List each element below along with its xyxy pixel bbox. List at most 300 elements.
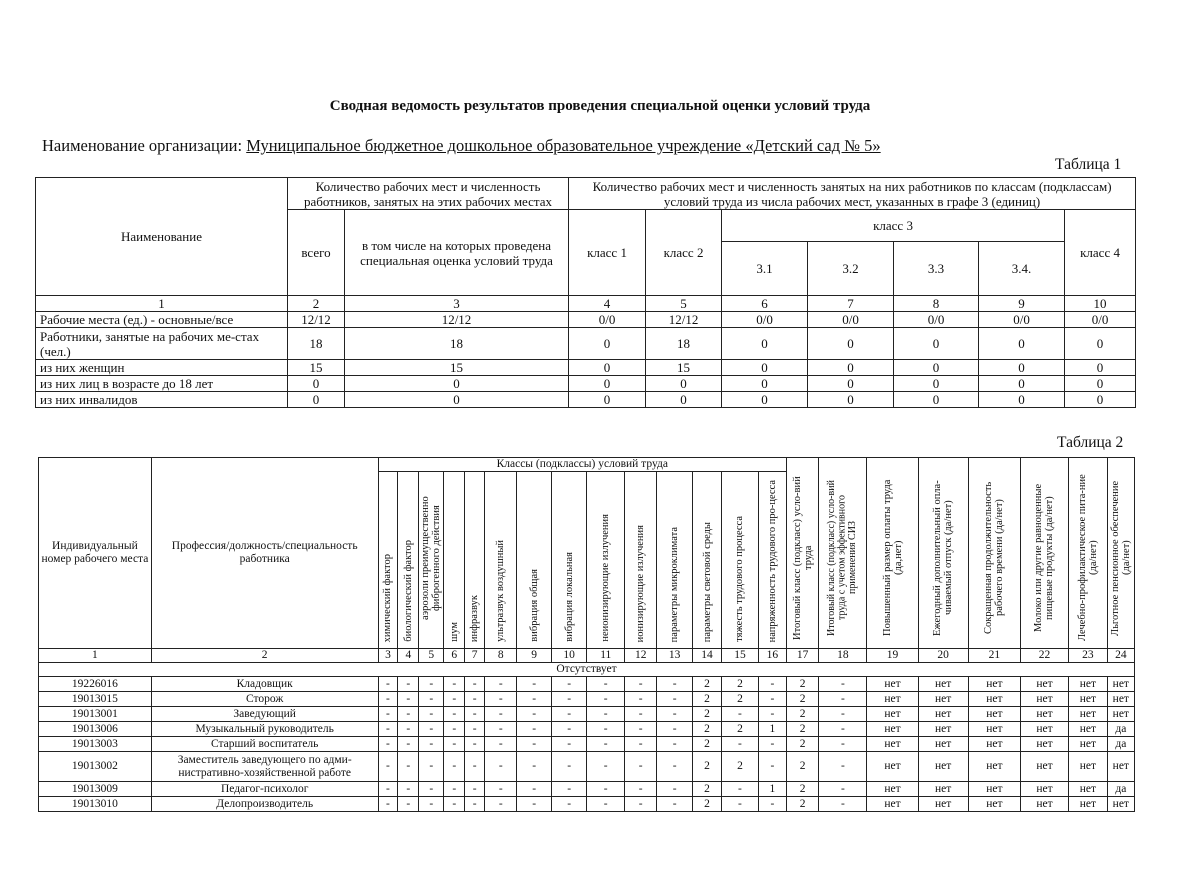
column-number: 6 xyxy=(722,296,808,312)
table-cell: нет xyxy=(1107,692,1134,707)
table-cell: 0 xyxy=(894,360,979,376)
table-cell: 0 xyxy=(979,360,1065,376)
table-cell: нет xyxy=(1020,737,1068,752)
column-number: 1 xyxy=(36,296,288,312)
profession: Педагог-психолог xyxy=(151,782,378,797)
table-cell: - xyxy=(587,677,625,692)
table-row xyxy=(36,312,1136,328)
table-row xyxy=(39,797,1135,812)
profession: Музыкальный руководитель xyxy=(151,722,378,737)
table-row xyxy=(39,677,1135,692)
header-workplace-id: Индивидуальный номер рабочего места xyxy=(39,458,152,649)
table-cell: да xyxy=(1107,737,1134,752)
workplace-id: 19013003 xyxy=(39,737,152,752)
table-cell: - xyxy=(587,752,625,782)
table-cell: - xyxy=(419,782,444,797)
workplace-id: 19226016 xyxy=(39,677,152,692)
table-cell: 0 xyxy=(979,328,1065,360)
header-subclass-3-2: 3.2 xyxy=(808,242,894,296)
table-cell: - xyxy=(657,707,693,722)
table-cell: - xyxy=(465,707,485,722)
table-cell: - xyxy=(758,737,786,752)
table-cell: - xyxy=(398,752,419,782)
table-cell: - xyxy=(485,737,517,752)
table-cell: нет xyxy=(968,797,1020,812)
table-cell: - xyxy=(378,722,398,737)
column-number: 11 xyxy=(587,649,625,663)
table-cell: - xyxy=(551,752,587,782)
header-total: всего xyxy=(288,210,345,296)
factor-header-label: ионизирующие излучения xyxy=(635,524,647,642)
column-number: 7 xyxy=(465,649,485,663)
table-cell: 12/12 xyxy=(288,312,345,328)
table-cell: - xyxy=(657,752,693,782)
factor-header-label: вибрация локальная xyxy=(563,552,575,642)
table-cell: нет xyxy=(1107,707,1134,722)
factor-header xyxy=(485,472,517,649)
header-subclass-3-4: 3.4. xyxy=(979,242,1065,296)
table-cell: - xyxy=(398,707,419,722)
table-cell: - xyxy=(444,677,465,692)
table-cell: да xyxy=(1107,782,1134,797)
table-cell: 18 xyxy=(345,328,569,360)
table-cell: нет xyxy=(968,782,1020,797)
table-cell: - xyxy=(465,752,485,782)
header-final-class: Итоговый класс (подкласс) усло-вий труда xyxy=(786,458,818,649)
table-cell: 0/0 xyxy=(569,312,646,328)
workplace-id: 19013001 xyxy=(39,707,152,722)
row-label: Рабочие места (ед.) - основные/все xyxy=(36,312,288,328)
table-cell: - xyxy=(551,707,587,722)
table-cell: - xyxy=(378,737,398,752)
row-label: из них инвалидов xyxy=(36,392,288,408)
header-reduced-hours: Сокращенная продолжительность рабочего времени (да/нет) xyxy=(968,458,1020,649)
table-cell: - xyxy=(551,722,587,737)
table-cell: - xyxy=(419,722,444,737)
table-cell: 15 xyxy=(288,360,345,376)
header-class1: класс 1 xyxy=(569,210,646,296)
table-row xyxy=(36,360,1136,376)
table-cell: - xyxy=(819,752,867,782)
column-number: 3 xyxy=(378,649,398,663)
table-cell: 0 xyxy=(345,376,569,392)
table-cell: 15 xyxy=(345,360,569,376)
table-cell: 0 xyxy=(1065,328,1136,360)
table-cell: - xyxy=(419,692,444,707)
profession: Делопроизводитель xyxy=(151,797,378,812)
table-cell: 0 xyxy=(894,392,979,408)
table-cell: нет xyxy=(1069,722,1108,737)
factor-header xyxy=(398,472,419,649)
table-cell: - xyxy=(398,677,419,692)
column-number: 18 xyxy=(819,649,867,663)
table-cell: 12/12 xyxy=(345,312,569,328)
table-cell: - xyxy=(485,782,517,797)
column-number: 1 xyxy=(39,649,152,663)
table-cell: - xyxy=(444,692,465,707)
table-cell: 0 xyxy=(345,392,569,408)
table-cell: - xyxy=(378,782,398,797)
column-number: 2 xyxy=(288,296,345,312)
table-cell: - xyxy=(819,677,867,692)
table-cell: нет xyxy=(1069,707,1108,722)
column-number: 10 xyxy=(1065,296,1136,312)
workplace-id: 19013010 xyxy=(39,797,152,812)
table-cell: нет xyxy=(867,677,918,692)
table1-caption: Таблица 1 xyxy=(1055,156,1122,173)
table-cell: нет xyxy=(918,752,968,782)
table-cell: нет xyxy=(1020,722,1068,737)
table-cell: 1 xyxy=(758,722,786,737)
table-cell: - xyxy=(444,722,465,737)
factor-header xyxy=(692,472,721,649)
table-cell: - xyxy=(517,707,551,722)
table-cell: - xyxy=(485,677,517,692)
table-cell: 0 xyxy=(808,328,894,360)
table-cell: - xyxy=(758,677,786,692)
table-cell: 0 xyxy=(808,376,894,392)
table-cell: - xyxy=(551,782,587,797)
table-cell: - xyxy=(398,722,419,737)
table-cell: 12/12 xyxy=(646,312,722,328)
header-subclass-3-3: 3.3 xyxy=(894,242,979,296)
header-increased-pay: Повышенный размер оплаты труда (да,нет) xyxy=(867,458,918,649)
table-cell: 0 xyxy=(1065,392,1136,408)
table-cell: нет xyxy=(918,797,968,812)
column-number: 22 xyxy=(1020,649,1068,663)
column-number: 8 xyxy=(894,296,979,312)
table-cell: - xyxy=(587,737,625,752)
table-cell: 2 xyxy=(786,707,818,722)
table-cell: нет xyxy=(867,737,918,752)
header-milk: Молоко или другие равноценные пищевые продукты (да/нет) xyxy=(1020,458,1068,649)
factor-header xyxy=(657,472,693,649)
header-class3: класс 3 xyxy=(722,210,1065,242)
factor-header xyxy=(517,472,551,649)
table-cell: 0 xyxy=(646,392,722,408)
table-cell: 0 xyxy=(288,392,345,408)
table-cell: - xyxy=(419,737,444,752)
factor-header-label: аэрозоли преимущественно фиброгенного действия xyxy=(420,496,443,620)
factor-header xyxy=(465,472,485,649)
table-cell: нет xyxy=(918,692,968,707)
factor-header-label: шум xyxy=(448,622,460,642)
table-cell: 0 xyxy=(894,328,979,360)
table-cell: - xyxy=(587,692,625,707)
column-number: 8 xyxy=(485,649,517,663)
organization-line xyxy=(42,136,881,156)
column-number: 10 xyxy=(551,649,587,663)
table-cell: 0 xyxy=(569,376,646,392)
column-number: 5 xyxy=(419,649,444,663)
document-title: Сводная ведомость результатов проведения специальной оценки условий труда xyxy=(329,98,871,114)
table-cell: - xyxy=(625,737,657,752)
table-cell: - xyxy=(758,707,786,722)
table-cell: нет xyxy=(918,722,968,737)
column-number: 19 xyxy=(867,649,918,663)
column-number: 9 xyxy=(517,649,551,663)
table-cell: - xyxy=(625,722,657,737)
workplace-id: 19013002 xyxy=(39,752,152,782)
column-number: 7 xyxy=(808,296,894,312)
table-row xyxy=(39,737,1135,752)
table-cell: нет xyxy=(1020,707,1068,722)
table-cell: - xyxy=(419,752,444,782)
table-cell: - xyxy=(722,707,759,722)
table-cell: - xyxy=(758,797,786,812)
header-classes: Классы (подклассы) условий труда xyxy=(378,458,786,472)
table-cell: нет xyxy=(1069,797,1108,812)
table-cell: - xyxy=(444,737,465,752)
table-cell: 2 xyxy=(786,692,818,707)
table-cell: нет xyxy=(867,722,918,737)
table-cell: 0/0 xyxy=(722,312,808,328)
table-cell: 15 xyxy=(646,360,722,376)
factor-header xyxy=(419,472,444,649)
header-final-class-siz: Итоговый класс (подкласс) усло-вий труда с учетом эффективного применения СИЗ xyxy=(819,458,867,649)
column-number: 6 xyxy=(444,649,465,663)
table-cell: - xyxy=(819,797,867,812)
workplace-id: 19013009 xyxy=(39,782,152,797)
table-cell: - xyxy=(517,677,551,692)
table-cell: - xyxy=(485,752,517,782)
table-cell: - xyxy=(485,722,517,737)
table-cell: - xyxy=(398,737,419,752)
table-cell: - xyxy=(485,797,517,812)
factor-header-label: вибрация общая xyxy=(528,569,540,642)
table-row xyxy=(39,692,1135,707)
table-cell: - xyxy=(378,752,398,782)
table-cell: 0 xyxy=(288,376,345,392)
table-row xyxy=(36,392,1136,408)
table2-caption: Таблица 2 xyxy=(1057,434,1124,451)
table-cell: - xyxy=(657,722,693,737)
table-cell: - xyxy=(517,692,551,707)
table-cell: - xyxy=(722,782,759,797)
table-cell: - xyxy=(465,677,485,692)
table-cell: - xyxy=(465,692,485,707)
table-cell: 2 xyxy=(692,707,721,722)
table-cell: нет xyxy=(1020,752,1068,782)
table-cell: 0 xyxy=(808,392,894,408)
table-cell: 2 xyxy=(692,737,721,752)
factor-header-label: химический фактор xyxy=(382,553,394,642)
table-cell: 2 xyxy=(722,677,759,692)
table-cell: нет xyxy=(1107,677,1134,692)
table-cell: - xyxy=(722,737,759,752)
header-assessed: в том числе на которых проведена специальная оценка условий труда xyxy=(345,210,569,296)
table-row xyxy=(39,722,1135,737)
column-number: 17 xyxy=(786,649,818,663)
table-cell: - xyxy=(587,722,625,737)
profession: Старший воспитатель xyxy=(151,737,378,752)
factor-header xyxy=(722,472,759,649)
table-cell: 2 xyxy=(692,782,721,797)
workplace-table xyxy=(38,457,1135,812)
table-cell: - xyxy=(398,782,419,797)
column-number: 23 xyxy=(1069,649,1108,663)
table-cell: - xyxy=(587,797,625,812)
table-cell: - xyxy=(587,707,625,722)
factor-header xyxy=(587,472,625,649)
column-number: 2 xyxy=(151,649,378,663)
table-cell: 0/0 xyxy=(894,312,979,328)
column-number: 16 xyxy=(758,649,786,663)
table-cell: 2 xyxy=(722,692,759,707)
factor-header-label: параметры световой среды xyxy=(701,521,713,642)
table-cell: да xyxy=(1107,722,1134,737)
column-number: 5 xyxy=(646,296,722,312)
table-cell: нет xyxy=(1020,692,1068,707)
table-cell: нет xyxy=(968,752,1020,782)
table-cell: - xyxy=(398,692,419,707)
table-cell: - xyxy=(819,692,867,707)
table-cell: нет xyxy=(968,677,1020,692)
header-pension: Льготное пенсионное обеспечение (да/нет) xyxy=(1107,458,1134,649)
workplace-id: 19013006 xyxy=(39,722,152,737)
table-cell: - xyxy=(625,707,657,722)
table-cell: 2 xyxy=(786,797,818,812)
column-number: 20 xyxy=(918,649,968,663)
table-cell: 2 xyxy=(786,752,818,782)
table-cell: нет xyxy=(1069,782,1108,797)
table-cell: 0 xyxy=(569,328,646,360)
table-cell: 2 xyxy=(786,782,818,797)
factor-header xyxy=(378,472,398,649)
header-count-group: Количество рабочих мест и численность работников, занятых на этих рабочих местах xyxy=(288,178,569,210)
table-cell: 1 xyxy=(758,782,786,797)
table-cell: 2 xyxy=(786,677,818,692)
header-name: Наименование xyxy=(36,178,288,296)
table-cell: - xyxy=(465,782,485,797)
factor-header-label: тяжесть трудового процесса xyxy=(734,516,746,642)
factor-header-label: параметры микроклимата xyxy=(669,526,681,642)
table-cell: нет xyxy=(968,707,1020,722)
column-number: 21 xyxy=(968,649,1020,663)
factor-header-label: ультразвук воздушный xyxy=(495,540,507,642)
table-cell: нет xyxy=(867,797,918,812)
table-cell: 2 xyxy=(692,797,721,812)
header-extra-leave: Ежегодный дополнительный опла-чиваемый отпуск (да/нет) xyxy=(918,458,968,649)
table-row xyxy=(36,328,1136,360)
table-cell: нет xyxy=(1107,752,1134,782)
table-cell: нет xyxy=(1020,797,1068,812)
organization-label: Наименование организации: xyxy=(42,136,243,155)
table-cell: 0 xyxy=(1065,360,1136,376)
table-cell: 18 xyxy=(646,328,722,360)
table-cell: 2 xyxy=(722,722,759,737)
column-number: 9 xyxy=(979,296,1065,312)
table-cell: 0/0 xyxy=(1065,312,1136,328)
column-number: 12 xyxy=(625,649,657,663)
table-cell: 0 xyxy=(894,376,979,392)
table-cell: нет xyxy=(1069,752,1108,782)
table-cell: - xyxy=(819,722,867,737)
table-cell: нет xyxy=(918,707,968,722)
profession: Сторож xyxy=(151,692,378,707)
table-cell: нет xyxy=(867,752,918,782)
table-cell: нет xyxy=(918,782,968,797)
table-cell: - xyxy=(444,797,465,812)
factor-header-label: напряженность трудового про-цесса xyxy=(766,479,778,642)
table-cell: нет xyxy=(1069,677,1108,692)
absent-row: Отсутствует xyxy=(39,663,1135,677)
table-cell: 2 xyxy=(692,722,721,737)
table-cell: - xyxy=(419,797,444,812)
table-cell: 2 xyxy=(722,752,759,782)
table-cell: нет xyxy=(968,692,1020,707)
table-row xyxy=(39,782,1135,797)
table-cell: 2 xyxy=(786,722,818,737)
column-number: 3 xyxy=(345,296,569,312)
table-cell: нет xyxy=(1069,692,1108,707)
table-cell: 0/0 xyxy=(979,312,1065,328)
table-cell: нет xyxy=(1069,737,1108,752)
table-cell: нет xyxy=(968,737,1020,752)
header-therapeutic-food: Лечебно-профилактическое пита-ние (да/нет) xyxy=(1069,458,1108,649)
factor-header-label: неионизирующие излучения xyxy=(600,514,612,642)
table-cell: - xyxy=(819,737,867,752)
table-cell: - xyxy=(625,752,657,782)
table-cell: 0 xyxy=(722,392,808,408)
column-number: 4 xyxy=(398,649,419,663)
table-cell: - xyxy=(657,677,693,692)
table-row xyxy=(36,376,1136,392)
table-cell: - xyxy=(398,797,419,812)
table-cell: 0 xyxy=(808,360,894,376)
table-row xyxy=(39,707,1135,722)
table-cell: нет xyxy=(867,782,918,797)
summary-table xyxy=(35,177,1136,408)
table-cell: 2 xyxy=(692,752,721,782)
table-cell: 0 xyxy=(979,376,1065,392)
factor-header xyxy=(444,472,465,649)
table-cell: 2 xyxy=(786,737,818,752)
table-cell: - xyxy=(551,737,587,752)
table-cell: - xyxy=(657,782,693,797)
table-cell: нет xyxy=(867,707,918,722)
column-number: 14 xyxy=(692,649,721,663)
table-cell: - xyxy=(465,737,485,752)
table-cell: - xyxy=(465,722,485,737)
table-cell: 0 xyxy=(979,392,1065,408)
table-cell: 0 xyxy=(1065,376,1136,392)
table-cell: - xyxy=(819,707,867,722)
table-cell: - xyxy=(419,707,444,722)
table-cell: - xyxy=(819,782,867,797)
column-number: 13 xyxy=(657,649,693,663)
profession: Заведующий xyxy=(151,707,378,722)
table-cell: - xyxy=(517,752,551,782)
factor-header-label: инфразвук xyxy=(469,594,481,642)
table-cell: нет xyxy=(918,677,968,692)
table-cell: - xyxy=(722,797,759,812)
table-cell: - xyxy=(444,707,465,722)
table-cell: - xyxy=(517,737,551,752)
profession: Кладовщик xyxy=(151,677,378,692)
column-number: 15 xyxy=(722,649,759,663)
table-cell: - xyxy=(657,692,693,707)
table-cell: - xyxy=(485,707,517,722)
table-cell: - xyxy=(551,797,587,812)
workplace-id: 19013015 xyxy=(39,692,152,707)
header-class2: класс 2 xyxy=(646,210,722,296)
header-class4: класс 4 xyxy=(1065,210,1136,296)
table-cell: - xyxy=(444,782,465,797)
table-cell: 2 xyxy=(692,677,721,692)
row-label: Работники, занятые на рабочих ме-стах (чел.) xyxy=(36,328,288,360)
table-cell: 0 xyxy=(722,376,808,392)
